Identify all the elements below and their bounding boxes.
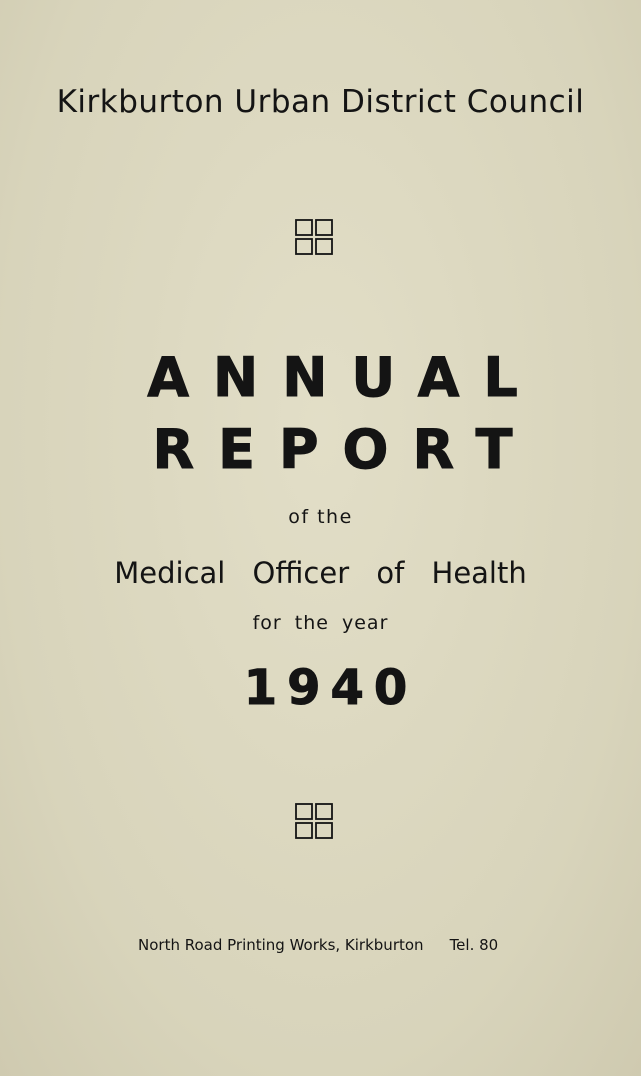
- of-the-text: of the: [288, 506, 353, 528]
- report-year: 1940: [243, 660, 418, 716]
- officer-title: Medical Officer of Health: [114, 556, 527, 590]
- for-the-year-text: for the year: [252, 612, 389, 634]
- four-squares-icon: [293, 218, 345, 258]
- printer-telephone: Tel. 80: [449, 936, 499, 954]
- title-report: REPORT: [152, 418, 537, 481]
- printer-footer: [138, 936, 498, 954]
- four-squares-icon: [293, 802, 345, 842]
- council-name: Kirkburton Urban District Council: [56, 84, 585, 120]
- title-annual: ANNUAL: [147, 346, 542, 409]
- printer-name: North Road Printing Works, Kirkburton: [138, 936, 424, 954]
